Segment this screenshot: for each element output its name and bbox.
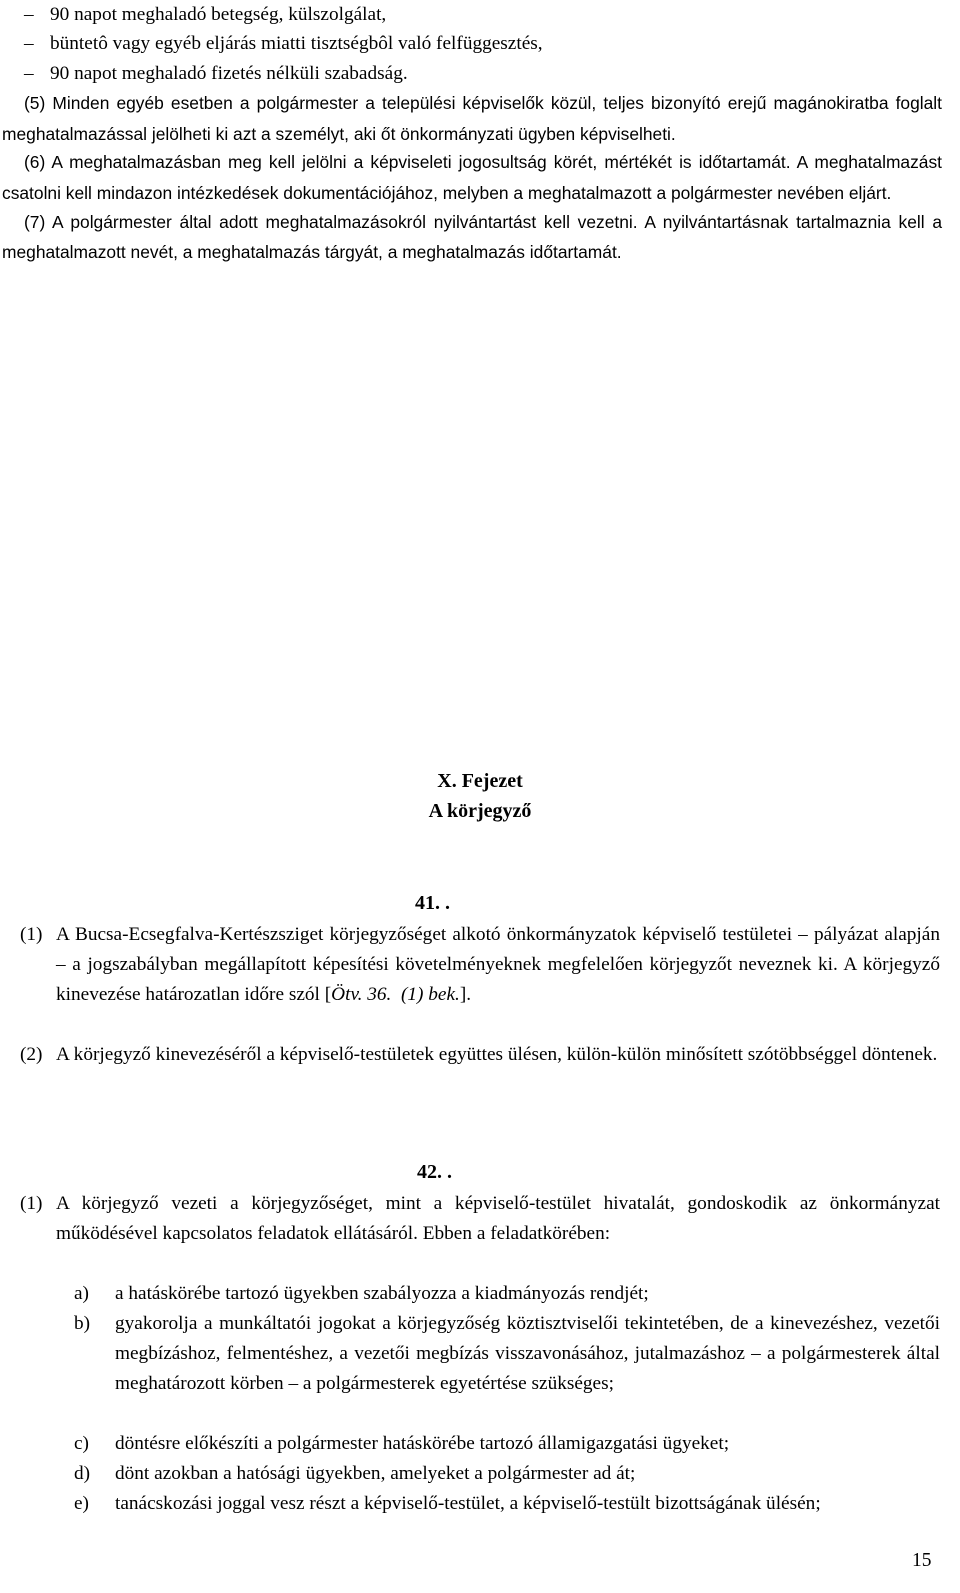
paragraph-text: A körjegyző kinevezéséről a képviselő-testületek együttes ülésen, külön-külön minősített szótöbbséggel döntenek. xyxy=(56,1044,938,1065)
s42-paragraph-1 xyxy=(20,1189,940,1249)
dash-marker: – xyxy=(24,33,34,55)
list-item: – büntetô vagy egyéb eljárás miatti tisztségbôl való felfüggesztés, xyxy=(2,29,942,58)
page-number: 15 xyxy=(912,1550,932,1571)
list-item-d: d) dönt azokban a hatósági ügyekben, amelyeket a polgármester ad át; xyxy=(74,1463,636,1484)
section-heading-41: 41. . xyxy=(415,892,450,914)
list-item-b: b) gyakorolja a munkáltatói jogokat a körjegyzőség köztisztviselői tekintetében, de a kinevezéshez, vezetői megbízáshoz, felmentéshez, a vezetői megbízás visszavonásához, jutalmazáshoz – a polgármesterek által meghatározott körben – a polgármesterek egyetértése szükséges; xyxy=(74,1313,940,1394)
s41-paragraph-1 xyxy=(20,920,940,1009)
dash-marker: – xyxy=(24,62,34,84)
list-item-c: c) döntésre előkészíti a polgármester hatáskörébe tartozó államigazgatási ügyeket; xyxy=(74,1433,730,1454)
list-item: – 90 napot meghaladó fizetés nélküli szabadság. xyxy=(2,59,942,88)
paragraph-5: (5) Minden egyéb esetben a polgármester a települési képviselők közül, teljes bizonyító erejű magánokiratba foglalt meghatalmazással jelölheti ki azt a személyt, aki őt önkormányzati ügyben képviselheti. xyxy=(2,93,942,144)
list-item-e: e) tanácskozási joggal vesz részt a képviselő-testület, a képviselő-testült bizottságának ülésén; xyxy=(74,1493,821,1514)
paragraph-number: (1) xyxy=(20,1193,43,1214)
list-item: – 90 napot meghaladó betegség, külszolgálat, xyxy=(2,0,942,29)
paragraph-text: A Bucsa-Ecsegfalva-Kertészsziget körjegyzőséget alkotó önkormányzatok képviselő testületei – pályázat alapján – a jogszabályban megállapított képesítési követelményeknek megfelelően körjegyzőt neveznek ki. A körjegyző kinevezése határozatlan időre szól [Ötv. 36. (1) bek.]. xyxy=(56,924,940,1005)
paragraph-number: (2) xyxy=(20,1044,43,1065)
section-heading-42: 42. . xyxy=(417,1161,452,1183)
preceding-section-text xyxy=(2,0,942,268)
s41-paragraph-2 xyxy=(20,1040,940,1070)
paragraph-text: A körjegyző vezeti a körjegyzőséget, mint a képviselő-testület hivatalát, gondoskodik az önkormányzat működésével kapcsolatos feladatok ellátásáról. Ebben a feladatkörében: xyxy=(56,1193,940,1244)
paragraph-6: (6) A meghatalmazásban meg kell jelölni a képviseleti jogosultság körét, mértékét is időtartamát. A meghatalmazást csatolni kell mindazon intézkedések dokumentációjához, melyben a meghatalmazott a polgármester nevében eljárt. xyxy=(2,152,942,203)
dash-marker: – xyxy=(24,4,34,25)
law-reference: Ötv. 36. xyxy=(331,983,392,1005)
chapter-number: X. Fejezet xyxy=(437,770,523,792)
chapter-title: A körjegyző xyxy=(428,800,532,822)
paragraph-number: (1) xyxy=(20,924,43,945)
list-item-a: a) a hatáskörébe tartozó ügyekben szabályozza a kiadmányozás rendjét; xyxy=(74,1283,649,1304)
paragraph-7: (7) A polgármester által adott meghatalmazásokról nyilvántartást kell vezetni. A nyilvántartásnak tartalmaznia kell a meghatalmazott nevét, a meghatalmazás tárgyát, a meghatalmazás időtartamát. xyxy=(2,211,942,263)
